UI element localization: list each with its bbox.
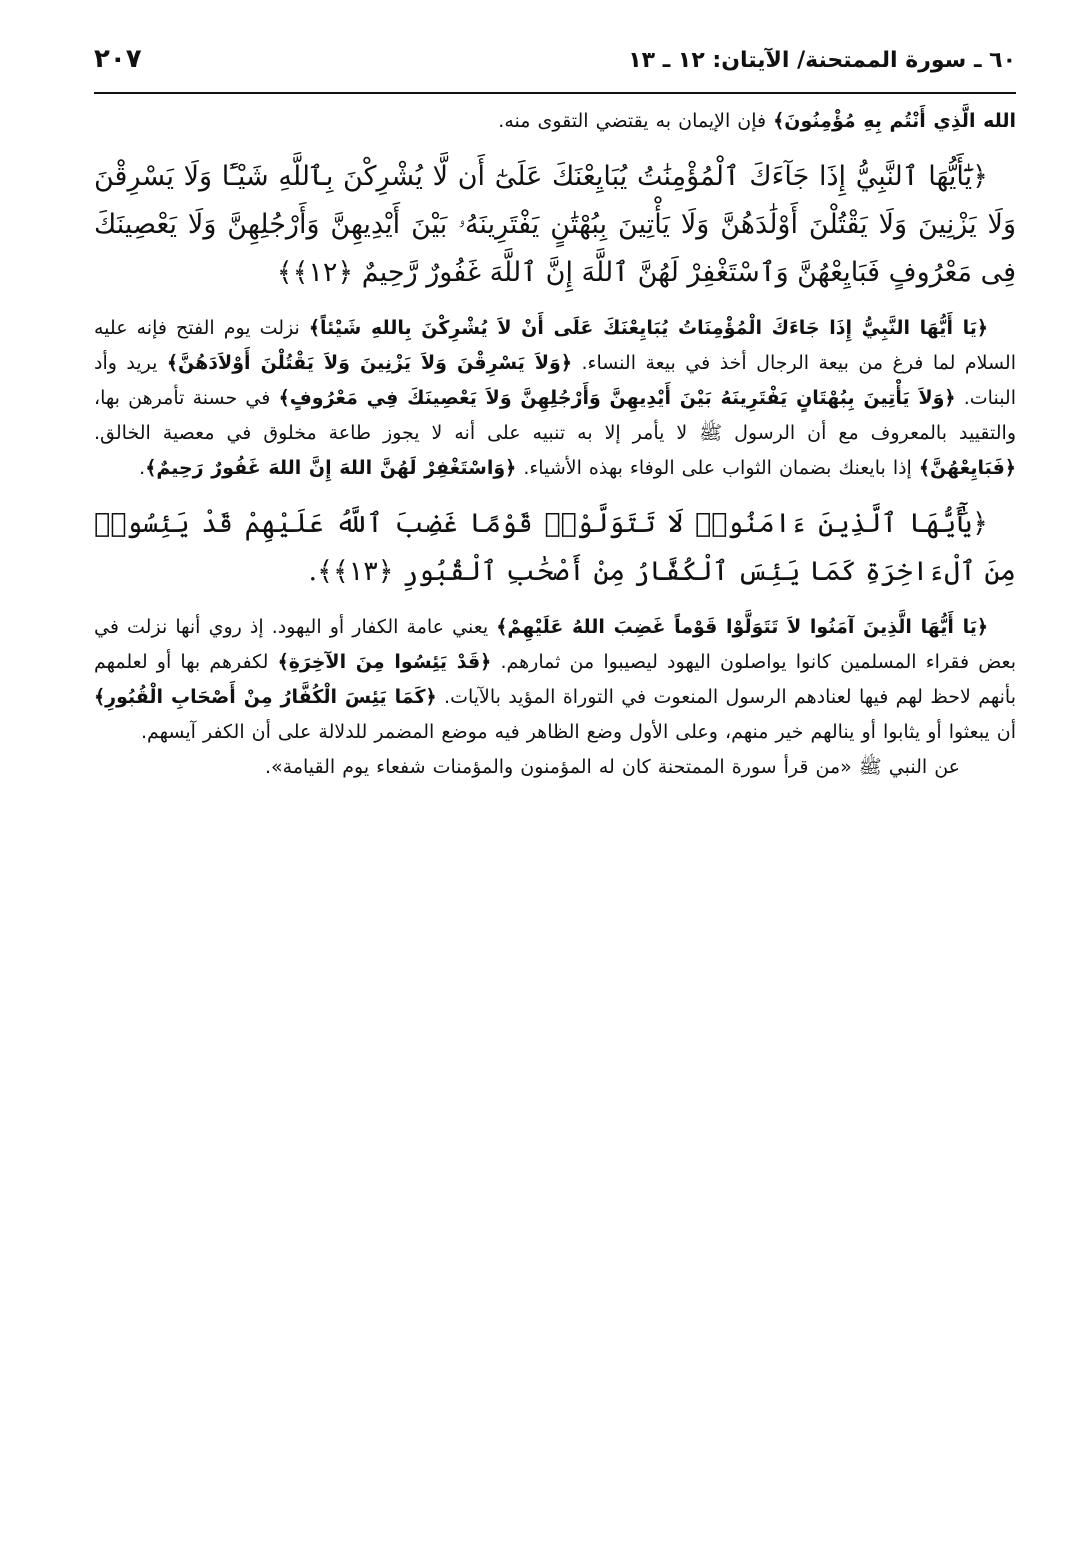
commentary-text: يريد وأد البنات. (94, 352, 1017, 409)
quran-quote: ﴿فَبَايِعْهُنَّ﴾ (918, 457, 1016, 479)
quran-quote: الله الَّذِي أَنْتُم بِهِ مُؤْمِنُونَ﴾ (773, 110, 1016, 132)
quran-quote: ﴿يَا أَيُّهَا الَّذِينَ آمَنُوا لاَ تَتَوَلَّوْا قَوْماً غَضِبَ اللهُ عَلَيْهِمْ﴾ (496, 616, 989, 638)
page-number: ٢٠٧ (94, 44, 142, 74)
verse-12: ﴿يَٰٓأَيُّهَا ٱلنَّبِيُّ إِذَا جَآءَكَ ٱلْمُؤْمِنَٰتُ يُبَايِعْنَكَ عَلَىٰٓ أَن لَّا يُشْرِكْنَ بِٱللَّهِ شَيْـًٔا وَلَا يَسْرِقْنَ وَلَا يَزْنِينَ وَلَا يَقْتُلْنَ أَوْلَٰدَهُنَّ وَلَا يَأْتِينَ بِبُهْتَٰنٍ يَفْتَرِينَهُۥ بَيْنَ أَيْدِيهِنَّ وَأَرْجُلِهِنَّ وَلَا يَعْصِينَكَ فِى مَعْرُوفٍ فَبَايِعْهُنَّ وَٱسْتَغْفِرْ لَهُنَّ ٱللَّهَ إِنَّ ٱللَّهَ غَفُورٌ رَّحِيمٌ ﴿١٢﴾﴾ (94, 161, 1016, 288)
commentary-text: يعني عامة الكفار أو اليهود. إذ روي أنها نزلت في بعض فقراء المسلمين كانوا يواصلون اليهود ليصيبوا من ثمارهم. (94, 616, 1016, 673)
commentary-text: نزلت يوم الفتح فإنه عليه السلام لما فرغ من بيعة الرجال أخذ في بيعة النساء. (94, 317, 1017, 374)
running-title: ٦٠ ـ سورة الممتحنة/ الآيتان: ١٢ ـ ١٣ (628, 48, 1016, 73)
quran-quote: ﴿قَدْ يَئِسُوا مِنَ الآخِرَةِ﴾ (277, 651, 492, 673)
page-header (94, 40, 1016, 94)
verse-13: ﴿يَٰٓأَيُّهَا ٱلَّذِينَ ءَامَنُوا۟ لَا تَتَوَلَّوْا۟ قَوْمًا غَضِبَ ٱللَّهُ عَلَيْهِمْ قَدْ يَئِسُوا۟ مِنَ ٱلْءَاخِرَةِ كَمَا يَئِسَ ٱلْكُفَّارُ مِنْ أَصْحَٰبِ ٱلْقُبُورِ ﴿١٣﴾﴾. (94, 508, 1016, 587)
page-body (94, 94, 1016, 785)
commentary-12 (94, 311, 1016, 486)
intro-paragraph (94, 104, 1016, 139)
quran-quote: ﴿وَلاَ يَأْتِينَ بِبُهْتَانٍ يَفْتَرِينَهُ بَيْنَ أَيْدِيهِنَّ وَأَرْجُلِهِنَّ وَلاَ يَعْصِينَكَ فِي مَعْرُوفٍ﴾ (278, 387, 956, 409)
quran-quote: ﴿كَمَا يَئِسَ الْكُفَّارُ مِنْ أَصْحَابِ الْقُبُورِ﴾ (94, 686, 437, 708)
commentary-text: . (139, 457, 146, 479)
hadith-line: عن النبي ﷺ «من قرأ سورة الممتحنة كان له المؤمنون والمؤمنات شفعاء يوم القيامة». (264, 756, 960, 778)
commentary-text: أن يبعثوا أو يثابوا أو ينالهم خير منهم، وعلى الأول وضع الظاهر فيه موضع المضمر للدلالة على أن الكفر آيسهم. (140, 721, 1016, 743)
commentary-13 (94, 610, 1016, 750)
commentary-text: لكفرهم بها أو لعلمهم بأنهم لاحظ لهم فيها لعنادهم الرسول المنعوت في التوراة المؤيد بالآيات. (94, 651, 1016, 708)
quran-quote: ﴿يَا أَيُّهَا النَّبِيُّ إِذَا جَاءَكَ الْمُؤْمِنَاتُ يُبَايِعْنَكَ عَلَى أَنْ لاَ يُشْرِكْنَ بِاللهِ شَيْئاً﴾ (308, 317, 988, 339)
commentary-text: في حسنة تأمرهن بها، والتقييد بالمعروف مع أن الرسول ﷺ لا يأمر إلا به تنبيه على أنه لا يجوز طاعة مخلوق في معصية الخالق. (94, 387, 1016, 444)
commentary-text: فإن الإيمان به يقتضي التقوى منه. (498, 110, 774, 132)
commentary-text: إذا بايعنك بضمان الثواب على الوفاء بهذه الأشياء. (516, 457, 919, 479)
quran-quote: ﴿وَاسْتَغْفِرْ لَهُنَّ اللهَ إِنَّ اللهَ غَفُورٌ رَحِيمٌ﴾ (145, 457, 517, 479)
quran-quote: ﴿وَلاَ يَسْرِقْنَ وَلاَ يَزْنِينَ وَلاَ يَقْتُلْنَ أَوْلاَدَهُنَّ﴾ (166, 352, 572, 374)
